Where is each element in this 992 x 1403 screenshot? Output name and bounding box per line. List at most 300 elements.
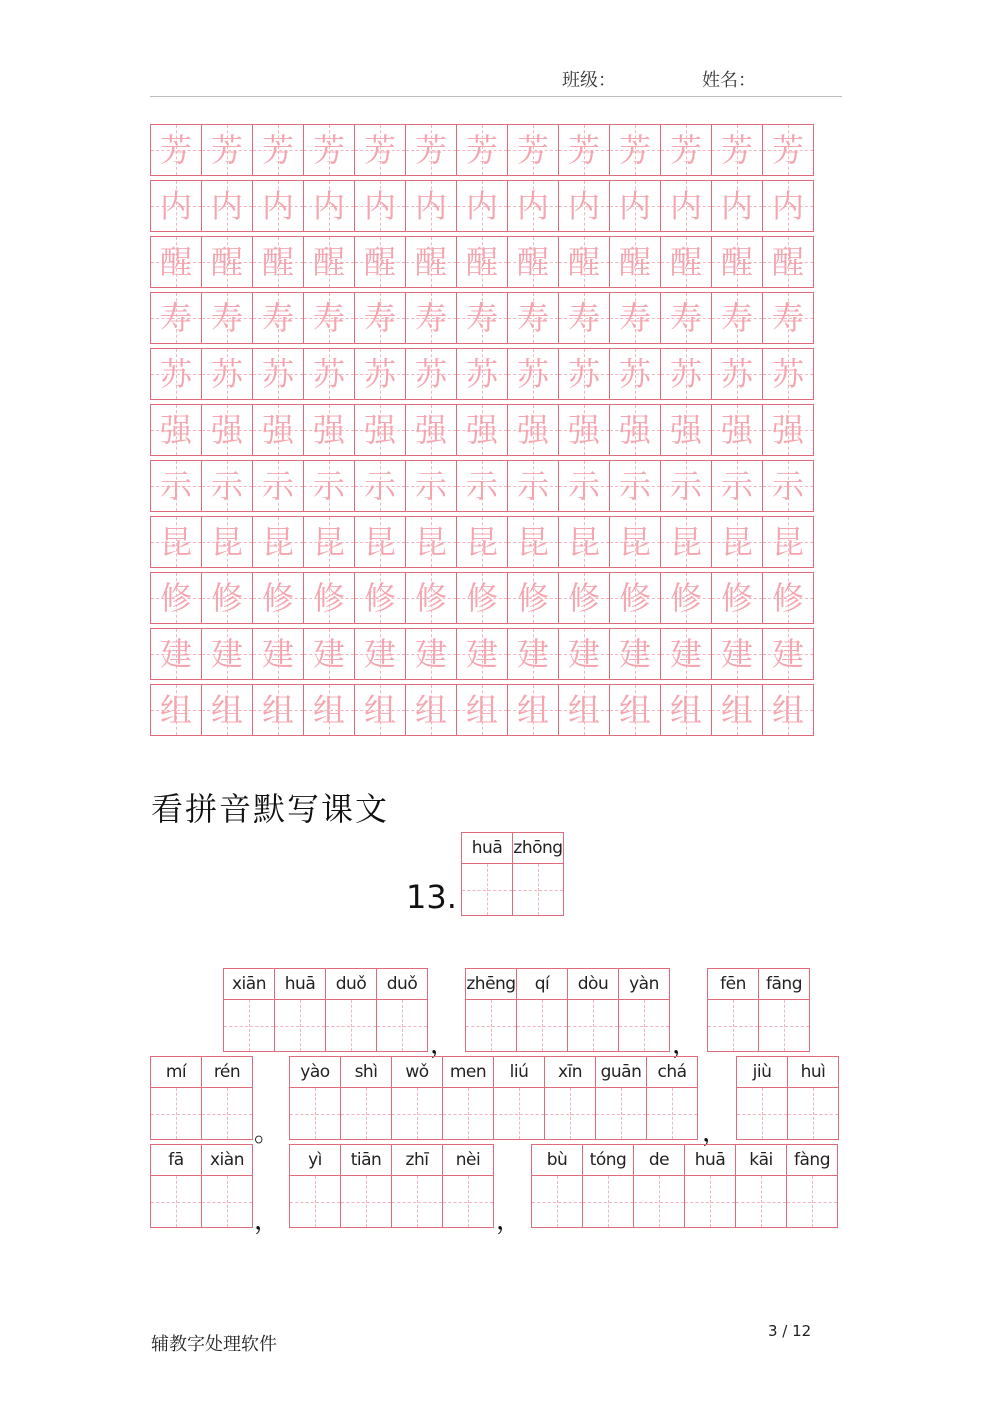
word-box-group (736, 1056, 839, 1140)
practice-cell[interactable] (202, 348, 253, 400)
practice-cell[interactable] (559, 572, 610, 624)
tracing-character: 醒 (414, 243, 447, 281)
practice-cell[interactable] (150, 628, 202, 680)
practice-cell[interactable] (457, 348, 508, 400)
practice-cell[interactable] (763, 124, 814, 176)
practice-grid (150, 124, 818, 740)
tracing-character: 内 (312, 187, 345, 225)
practice-cell[interactable] (763, 236, 814, 288)
practice-cell[interactable] (304, 124, 355, 176)
tracing-character: 昆 (567, 523, 600, 561)
practice-cell[interactable] (253, 292, 304, 344)
tracing-character: 苏 (465, 355, 498, 393)
practice-cell[interactable] (253, 684, 304, 736)
tracing-character: 组 (720, 691, 753, 729)
practice-cell[interactable] (253, 124, 304, 176)
tracing-character: 组 (210, 691, 243, 729)
writing-box[interactable] (465, 968, 517, 1052)
writing-box[interactable] (736, 1056, 788, 1140)
character-box (202, 1088, 252, 1139)
pinyin-label: fēn (708, 969, 758, 1000)
tracing-character: 示 (669, 467, 702, 505)
practice-cell[interactable] (355, 236, 406, 288)
practice-cell[interactable] (763, 516, 814, 568)
tracing-character: 芳 (771, 131, 804, 169)
writing-box[interactable] (392, 1144, 443, 1228)
practice-row (150, 404, 818, 456)
practice-cell[interactable] (712, 628, 763, 680)
practice-cell[interactable] (559, 180, 610, 232)
practice-cell[interactable] (610, 180, 661, 232)
header-divider (150, 96, 842, 97)
writing-box[interactable] (531, 1144, 583, 1228)
practice-cell[interactable] (763, 348, 814, 400)
tracing-character: 苏 (159, 355, 192, 393)
pinyin-label: fāng (759, 969, 809, 1000)
word-box-group (531, 1144, 838, 1228)
tracing-character: 寿 (210, 299, 243, 337)
tracing-character: 强 (669, 411, 702, 449)
tracing-character: 苏 (414, 355, 447, 393)
writing-box[interactable] (568, 968, 619, 1052)
writing-box[interactable] (583, 1144, 634, 1228)
writing-box[interactable] (788, 1056, 839, 1140)
practice-cell[interactable] (610, 460, 661, 512)
practice-row (150, 180, 818, 232)
writing-box[interactable] (202, 1056, 253, 1140)
word-box-group (289, 1056, 698, 1140)
practice-cell[interactable] (712, 516, 763, 568)
practice-cell[interactable] (253, 404, 304, 456)
writing-box[interactable] (289, 1056, 341, 1140)
practice-cell[interactable] (355, 628, 406, 680)
practice-cell[interactable] (457, 236, 508, 288)
tracing-character: 芳 (261, 131, 294, 169)
practice-cell[interactable] (355, 572, 406, 624)
practice-cell[interactable] (202, 460, 253, 512)
tracing-character: 组 (567, 691, 600, 729)
tracing-character: 内 (771, 187, 804, 225)
practice-cell[interactable] (150, 180, 202, 232)
character-box (619, 1000, 669, 1051)
practice-cell[interactable] (253, 348, 304, 400)
practice-cell[interactable] (712, 236, 763, 288)
practice-cell[interactable] (355, 292, 406, 344)
practice-cell[interactable] (610, 124, 661, 176)
writing-box[interactable] (545, 1056, 596, 1140)
practice-cell[interactable] (508, 404, 559, 456)
pinyin-label: kāi (736, 1145, 786, 1176)
practice-cell[interactable] (457, 180, 508, 232)
practice-cell[interactable] (406, 348, 457, 400)
practice-cell[interactable] (559, 460, 610, 512)
page-number: 3 / 12 (768, 1322, 812, 1340)
writing-box[interactable] (619, 968, 670, 1052)
practice-row (150, 124, 818, 176)
pinyin-label: xiān (224, 969, 274, 1000)
punctuation-mark: ， (702, 1118, 729, 1148)
character-box (787, 1176, 837, 1227)
tracing-character: 醒 (516, 243, 549, 281)
practice-cell[interactable] (763, 404, 814, 456)
tracing-character: 寿 (312, 299, 345, 337)
practice-cell[interactable] (150, 460, 202, 512)
pinyin-label: zhī (392, 1145, 442, 1176)
pinyin-label: rén (202, 1057, 252, 1088)
pinyin-label: yào (290, 1057, 340, 1088)
character-box (568, 1000, 618, 1051)
practice-cell[interactable] (610, 348, 661, 400)
tracing-character: 强 (159, 411, 192, 449)
tracing-character: 醒 (669, 243, 702, 281)
writing-box[interactable] (326, 968, 377, 1052)
practice-cell[interactable] (406, 180, 457, 232)
writing-box[interactable] (150, 1144, 202, 1228)
practice-cell[interactable] (202, 516, 253, 568)
practice-cell[interactable] (559, 684, 610, 736)
practice-cell[interactable] (763, 460, 814, 512)
tracing-character: 寿 (159, 299, 192, 337)
character-box (596, 1088, 646, 1139)
practice-cell[interactable] (763, 292, 814, 344)
tracing-character: 示 (210, 467, 243, 505)
practice-cell[interactable] (304, 628, 355, 680)
pinyin-label: zhēng (466, 969, 516, 1000)
writing-box[interactable] (341, 1144, 392, 1228)
practice-cell[interactable] (253, 628, 304, 680)
practice-cell[interactable] (610, 236, 661, 288)
tracing-character: 示 (567, 467, 600, 505)
practice-cell[interactable] (661, 180, 712, 232)
practice-cell[interactable] (304, 404, 355, 456)
tracing-character: 昆 (414, 523, 447, 561)
writing-box[interactable] (275, 968, 326, 1052)
practice-cell[interactable] (508, 180, 559, 232)
practice-cell[interactable] (304, 460, 355, 512)
tracing-character: 昆 (771, 523, 804, 561)
tracing-character: 建 (720, 635, 753, 673)
practice-cell[interactable] (355, 516, 406, 568)
character-box (326, 1000, 376, 1051)
practice-cell[interactable] (406, 292, 457, 344)
word-box-group (150, 1144, 253, 1228)
practice-cell[interactable] (304, 516, 355, 568)
practice-cell[interactable] (661, 236, 712, 288)
practice-cell[interactable] (661, 348, 712, 400)
tracing-character: 寿 (414, 299, 447, 337)
tracing-character: 醒 (261, 243, 294, 281)
practice-cell[interactable] (712, 460, 763, 512)
practice-row (150, 292, 818, 344)
character-box (685, 1176, 735, 1227)
tracing-character: 建 (618, 635, 651, 673)
practice-cell[interactable] (253, 236, 304, 288)
practice-cell[interactable] (304, 684, 355, 736)
practice-cell[interactable] (202, 628, 253, 680)
practice-cell[interactable] (253, 460, 304, 512)
writing-box[interactable] (494, 1056, 545, 1140)
practice-cell[interactable] (661, 124, 712, 176)
pinyin-label: huā (275, 969, 325, 1000)
tracing-character: 醒 (312, 243, 345, 281)
practice-cell[interactable] (150, 516, 202, 568)
practice-cell[interactable] (763, 180, 814, 232)
practice-cell[interactable] (304, 292, 355, 344)
practice-cell[interactable] (150, 124, 202, 176)
pinyin-label: yàn (619, 969, 669, 1000)
character-box (275, 1000, 325, 1051)
practice-cell[interactable] (559, 628, 610, 680)
practice-cell[interactable] (406, 684, 457, 736)
practice-cell[interactable] (661, 572, 712, 624)
practice-cell[interactable] (202, 236, 253, 288)
practice-cell[interactable] (355, 180, 406, 232)
tracing-character: 修 (720, 579, 753, 617)
writing-box[interactable] (513, 832, 564, 916)
tracing-character: 内 (720, 187, 753, 225)
tracing-character: 内 (567, 187, 600, 225)
practice-cell[interactable] (304, 572, 355, 624)
practice-row (150, 460, 818, 512)
practice-cell[interactable] (559, 348, 610, 400)
practice-cell[interactable] (559, 236, 610, 288)
pinyin-label: de (634, 1145, 684, 1176)
practice-cell[interactable] (457, 572, 508, 624)
practice-cell[interactable] (712, 348, 763, 400)
practice-row (150, 516, 818, 568)
practice-cell[interactable] (610, 404, 661, 456)
tracing-character: 寿 (516, 299, 549, 337)
pinyin-label: zhōng (513, 833, 563, 864)
practice-cell[interactable] (661, 292, 712, 344)
practice-cell[interactable] (559, 292, 610, 344)
character-box (737, 1088, 787, 1139)
writing-box[interactable] (517, 968, 568, 1052)
tracing-character: 组 (465, 691, 498, 729)
tracing-character: 修 (567, 579, 600, 617)
character-box (392, 1088, 442, 1139)
practice-cell[interactable] (661, 460, 712, 512)
practice-cell[interactable] (610, 572, 661, 624)
tracing-character: 示 (465, 467, 498, 505)
practice-cell[interactable] (202, 404, 253, 456)
practice-cell[interactable] (355, 348, 406, 400)
pinyin-label: duǒ (377, 969, 427, 1000)
character-box (634, 1176, 684, 1227)
practice-cell[interactable] (406, 124, 457, 176)
writing-box[interactable] (461, 832, 513, 916)
practice-cell[interactable] (457, 460, 508, 512)
pinyin-label: men (443, 1057, 493, 1088)
tracing-character: 内 (414, 187, 447, 225)
lesson-title-boxes (461, 832, 564, 916)
pinyin-label: dòu (568, 969, 618, 1000)
class-label: 班级： (562, 70, 616, 91)
practice-cell[interactable] (508, 236, 559, 288)
practice-cell[interactable] (150, 348, 202, 400)
practice-cell[interactable] (508, 460, 559, 512)
pinyin-label: huā (462, 833, 512, 864)
practice-cell[interactable] (457, 124, 508, 176)
writing-box[interactable] (150, 1056, 202, 1140)
practice-cell[interactable] (508, 124, 559, 176)
writing-box[interactable] (647, 1056, 698, 1140)
tracing-character: 内 (159, 187, 192, 225)
pinyin-label: fàng (787, 1145, 837, 1176)
practice-cell[interactable] (457, 292, 508, 344)
practice-cell[interactable] (253, 516, 304, 568)
tracing-character: 苏 (720, 355, 753, 393)
practice-cell[interactable] (559, 404, 610, 456)
tracing-character: 强 (771, 411, 804, 449)
practice-cell[interactable] (610, 292, 661, 344)
character-box (290, 1088, 340, 1139)
practice-cell[interactable] (355, 684, 406, 736)
writing-box[interactable] (759, 968, 810, 1052)
practice-cell[interactable] (559, 516, 610, 568)
character-box (788, 1088, 838, 1139)
tracing-character: 组 (414, 691, 447, 729)
tracing-character: 内 (363, 187, 396, 225)
tracing-character: 芳 (720, 131, 753, 169)
tracing-character: 昆 (516, 523, 549, 561)
tracing-character: 组 (363, 691, 396, 729)
practice-cell[interactable] (253, 180, 304, 232)
practice-cell[interactable] (253, 572, 304, 624)
writing-box[interactable] (634, 1144, 685, 1228)
practice-cell[interactable] (355, 404, 406, 456)
practice-cell[interactable] (150, 236, 202, 288)
tracing-character: 内 (669, 187, 702, 225)
practice-cell[interactable] (712, 180, 763, 232)
practice-cell[interactable] (661, 404, 712, 456)
practice-cell[interactable] (712, 404, 763, 456)
practice-cell[interactable] (457, 684, 508, 736)
writing-box[interactable] (685, 1144, 736, 1228)
word-box-group (289, 1144, 494, 1228)
character-box (513, 864, 563, 915)
tracing-character: 组 (312, 691, 345, 729)
section-title: 看拼音默写课文 (151, 790, 390, 828)
practice-cell[interactable] (304, 348, 355, 400)
tracing-character: 内 (618, 187, 651, 225)
practice-cell[interactable] (610, 628, 661, 680)
practice-cell[interactable] (406, 236, 457, 288)
practice-cell[interactable] (406, 516, 457, 568)
tracing-character: 组 (618, 691, 651, 729)
tracing-character: 寿 (771, 299, 804, 337)
tracing-character: 示 (261, 467, 294, 505)
practice-cell[interactable] (712, 572, 763, 624)
writing-box[interactable] (736, 1144, 787, 1228)
tracing-character: 强 (414, 411, 447, 449)
writing-box[interactable] (443, 1144, 494, 1228)
practice-cell[interactable] (661, 628, 712, 680)
practice-cell[interactable] (508, 516, 559, 568)
practice-cell[interactable] (304, 180, 355, 232)
writing-box[interactable] (443, 1056, 494, 1140)
practice-cell[interactable] (202, 684, 253, 736)
practice-cell[interactable] (150, 292, 202, 344)
practice-cell[interactable] (763, 684, 814, 736)
tracing-character: 强 (261, 411, 294, 449)
practice-cell[interactable] (559, 124, 610, 176)
practice-cell[interactable] (202, 124, 253, 176)
practice-cell[interactable] (457, 516, 508, 568)
tracing-character: 昆 (669, 523, 702, 561)
writing-box[interactable] (202, 1144, 253, 1228)
practice-cell[interactable] (508, 292, 559, 344)
practice-cell[interactable] (763, 572, 814, 624)
writing-box[interactable] (787, 1144, 838, 1228)
practice-cell[interactable] (508, 572, 559, 624)
tracing-character: 寿 (363, 299, 396, 337)
tracing-character: 示 (363, 467, 396, 505)
writing-box[interactable] (289, 1144, 341, 1228)
writing-box[interactable] (341, 1056, 392, 1140)
practice-cell[interactable] (661, 684, 712, 736)
practice-cell[interactable] (202, 572, 253, 624)
tracing-character: 芳 (159, 131, 192, 169)
tracing-character: 修 (771, 579, 804, 617)
tracing-character: 寿 (261, 299, 294, 337)
tracing-character: 内 (261, 187, 294, 225)
character-box (202, 1176, 252, 1227)
practice-row (150, 236, 818, 288)
practice-cell[interactable] (712, 292, 763, 344)
practice-cell[interactable] (355, 124, 406, 176)
practice-cell[interactable] (202, 180, 253, 232)
writing-box[interactable] (392, 1056, 443, 1140)
tracing-character: 芳 (567, 131, 600, 169)
punctuation-mark: ， (672, 1030, 699, 1060)
practice-cell[interactable] (406, 572, 457, 624)
practice-cell[interactable] (150, 684, 202, 736)
practice-cell[interactable] (457, 628, 508, 680)
practice-cell[interactable] (508, 684, 559, 736)
practice-cell[interactable] (457, 404, 508, 456)
writing-box[interactable] (377, 968, 428, 1052)
practice-cell[interactable] (406, 404, 457, 456)
tracing-character: 建 (414, 635, 447, 673)
practice-cell[interactable] (202, 292, 253, 344)
practice-cell[interactable] (406, 628, 457, 680)
practice-cell[interactable] (150, 404, 202, 456)
practice-cell[interactable] (406, 460, 457, 512)
tracing-character: 修 (312, 579, 345, 617)
practice-cell[interactable] (712, 684, 763, 736)
writing-box[interactable] (707, 968, 759, 1052)
pinyin-label: fā (151, 1145, 201, 1176)
tracing-character: 建 (669, 635, 702, 673)
pinyin-label: yì (290, 1145, 340, 1176)
practice-cell[interactable] (508, 628, 559, 680)
tracing-character: 建 (771, 635, 804, 673)
practice-cell[interactable] (150, 572, 202, 624)
practice-cell[interactable] (712, 124, 763, 176)
writing-box[interactable] (223, 968, 275, 1052)
practice-cell[interactable] (508, 348, 559, 400)
tracing-character: 昆 (261, 523, 294, 561)
practice-cell[interactable] (763, 628, 814, 680)
practice-cell[interactable] (610, 516, 661, 568)
writing-box[interactable] (596, 1056, 647, 1140)
practice-cell[interactable] (661, 516, 712, 568)
practice-cell[interactable] (304, 236, 355, 288)
practice-cell[interactable] (610, 684, 661, 736)
pinyin-label: xiàn (202, 1145, 252, 1176)
practice-cell[interactable] (355, 460, 406, 512)
